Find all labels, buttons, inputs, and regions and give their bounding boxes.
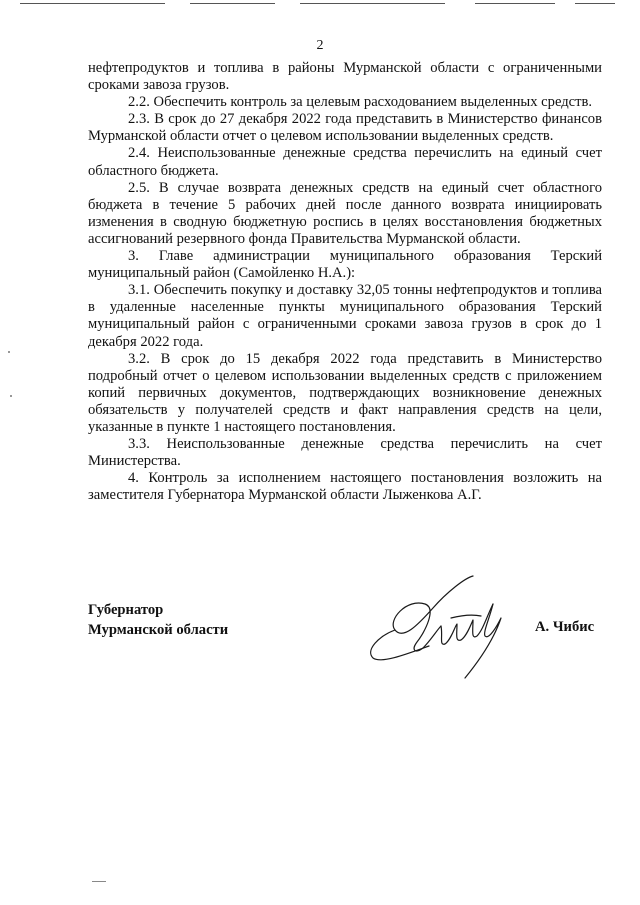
page-number: 2 bbox=[316, 38, 324, 53]
signatory-title-line1: Губернатор bbox=[88, 602, 164, 618]
top-rule-4 bbox=[475, 3, 555, 4]
signature-stroke-3 bbox=[441, 604, 493, 644]
paragraph-4: 4. Контроль за исполнением настоящего постановления возложить на заместителя Губернатора Мурманской области Лыженкова А.Г. bbox=[88, 470, 602, 504]
top-rule-3 bbox=[300, 3, 445, 4]
top-rule-5 bbox=[575, 3, 615, 4]
paragraph-3-1: 3.1. Обеспечить покупку и доставку 32,05 тонны нефтепродуктов и топлива в удаленные населенные пункты муниципального образования Терский муниципальный район с ограниченными сроками завоза грузов в срок до 1 декабря 2022 года. bbox=[88, 282, 602, 350]
paragraph-3-2: 3.2. В срок до 15 декабря 2022 года представить в Министерство подробный отчет о целевом использовании выделенных средств с приложением копий первичных документов, подтверждающих возникновение денежных обязательств у получателей средств и факт направления средств на цели, указанные в пункте 1 настоящего постановления. bbox=[88, 350, 602, 435]
top-rule-2 bbox=[190, 3, 275, 4]
paragraph-3-3: 3.3. Неиспользованные денежные средства перечислить на счет Министерства. bbox=[88, 436, 602, 470]
paragraph-2-5: 2.5. В случае возврата денежных средств на единый счет областного бюджета в течение 5 рабочих дней после данного возврата инициировать изменения в сводную бюджетную роспись в целях восстановления бюджетных ассигнований резервного фонда Правительства Мурманской области. bbox=[88, 179, 602, 247]
bottom-mark bbox=[92, 881, 106, 882]
signature-stroke-5 bbox=[451, 615, 481, 618]
signatory-name: А. Чибис bbox=[535, 619, 595, 635]
signatory-title-line2: Мурманской области bbox=[88, 622, 229, 638]
margin-dot bbox=[8, 351, 10, 353]
margin-dot bbox=[10, 395, 12, 397]
paragraph-2-3: 2.3. В срок до 27 декабря 2022 года представить в Министерство финансов Мурманской области отчет о целевом использовании выделенных средств. bbox=[88, 111, 602, 145]
paragraph-continuation: нефтепродуктов и топлива в районы Мурманской области с ограниченными сроками завоза грузов. bbox=[88, 60, 602, 94]
paragraph-3: 3. Главе администрации муниципального образования Терский муниципальный район (Самойленко Н.А.): bbox=[88, 248, 602, 282]
top-rule-1 bbox=[20, 3, 165, 4]
signatory-title bbox=[88, 600, 228, 640]
document-body bbox=[88, 60, 602, 504]
paragraph-2-4: 2.4. Неиспользованные денежные средства перечислить на единый счет областного бюджета. bbox=[88, 145, 602, 179]
handwritten-signature bbox=[355, 570, 535, 685]
paragraph-2-2: 2.2. Обеспечить контроль за целевым расходованием выделенных средств. bbox=[128, 94, 593, 111]
signature-stroke-2 bbox=[371, 630, 429, 660]
